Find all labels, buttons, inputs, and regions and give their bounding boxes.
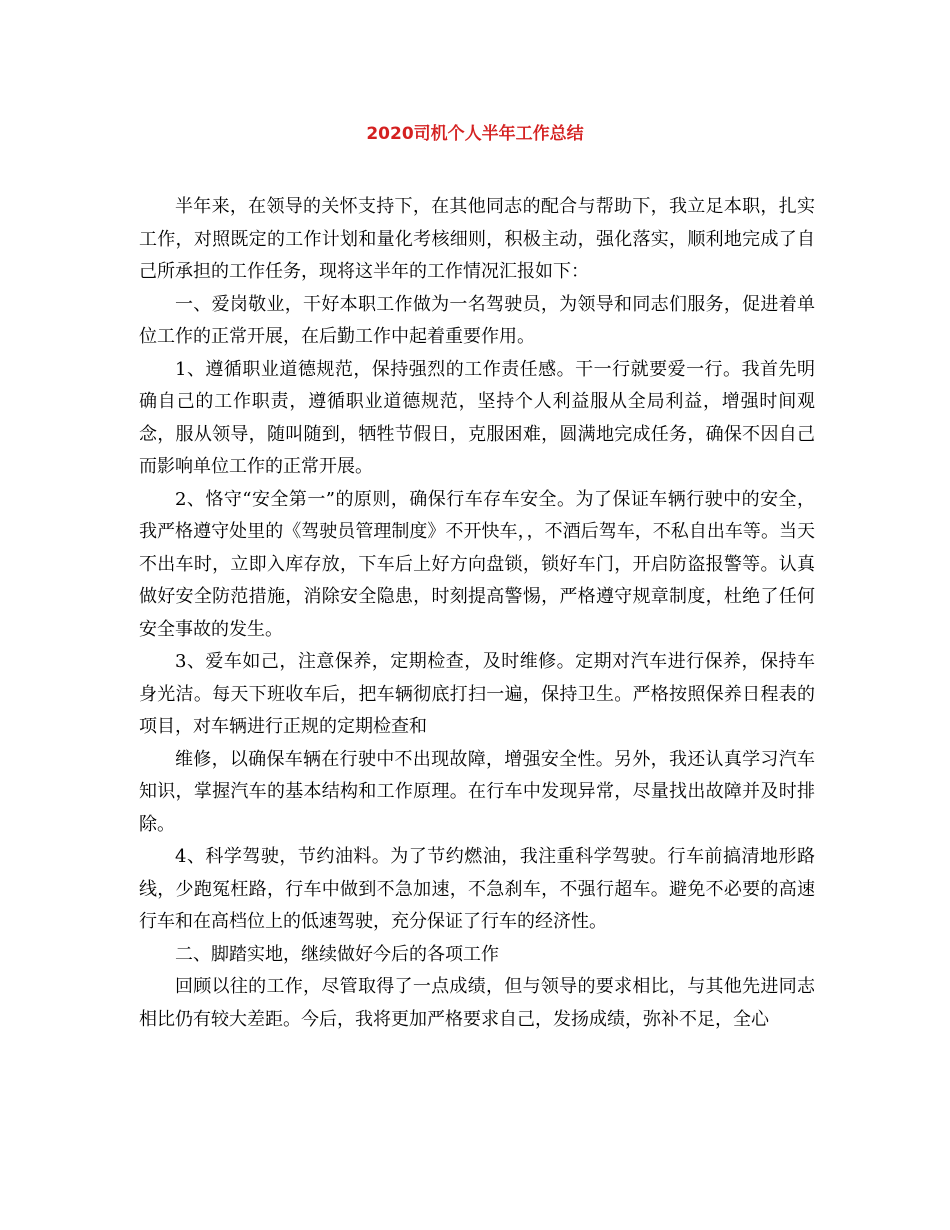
paragraph-item-3-continued: 维修，以确保车辆在行驶中不出现故障，增强安全性。另外，我还认真学习汽车知识，掌握汽车的基本结构和工作原理。在行车中发现异常，尽量找出故障并及时排除。 [139, 748, 815, 835]
paragraph-item-3: 3、爱车如己，注意保养，定期检查，及时维修。定期对汽车进行保养，保持车身光洁。每天下班收车后，把车辆彻底打扫一遍，保持卫生。严格按照保养日程表的项目，对车辆进行正规的定期检查和 [139, 651, 815, 737]
paragraph-item-4: 4、科学驾驶，节约油料。为了节约燃油，我注重科学驾驶。行车前搞清地形路线，少跑冤枉路，行车中做到不急加速，不急刹车，不强行超车。避免不必要的高速行车和在高档位上的低速驾驶，充分保证了行车的经济性。 [139, 846, 815, 932]
paragraph-item-2: 2、恪守“安全第一”的原则，确保行车存车安全。为了保证车辆行驶中的安全，我严格遵守处里的《驾驶员管理制度》不开快车，，不酒后驾车，不私自出车等。当天不出车时，立即入库存放，下车后上好方向盘锁，锁好车门，开启防盗报警等。认真做好安全防范措施，消除安全隐患，时刻提高警惕，严格遵守规章制度，杜绝了任何安全事故的发生。 [139, 488, 815, 640]
paragraph-section-2-heading: 二、脚踏实地，继续做好今后的各项工作 [175, 943, 499, 965]
paragraph-intro: 半年来，在领导的关怀支持下，在其他同志的配合与帮助下，我立足本职，扎实工作，对照既定的工作计划和量化考核细则，积极主动，强化落实，顺利地完成了自己所承担的工作任务，现将这半年的工作情况汇报如下： [139, 196, 815, 282]
paragraph-section-1-heading: 一、爱岗敬业，干好本职工作做为一名驾驶员，为领导和同志们服务，促进着单位工作的正常开展，在后勤工作中起着重要作用。 [139, 293, 815, 347]
document-body [139, 191, 815, 1036]
paragraph-item-1: 1、遵循职业道德规范，保持强烈的工作责任感。干一行就要爱一行。我首先明确自己的工作职责，遵循职业道德规范，坚持个人利益服从全局利益，增强时间观念，服从领导，随叫随到，牺牲节假日，克服困难，圆满地完成任务，确保不因自己而影响单位工作的正常开展。 [139, 358, 815, 477]
document-title: 2020司机个人半年工作总结 [366, 124, 584, 144]
paragraph-conclusion: 回顾以往的工作，尽管取得了一点成绩，但与领导的要求相比，与其他先进同志相比仍有较大差距。今后，我将更加严格要求自己，发扬成绩，弥补不足，全心 [139, 976, 815, 1030]
